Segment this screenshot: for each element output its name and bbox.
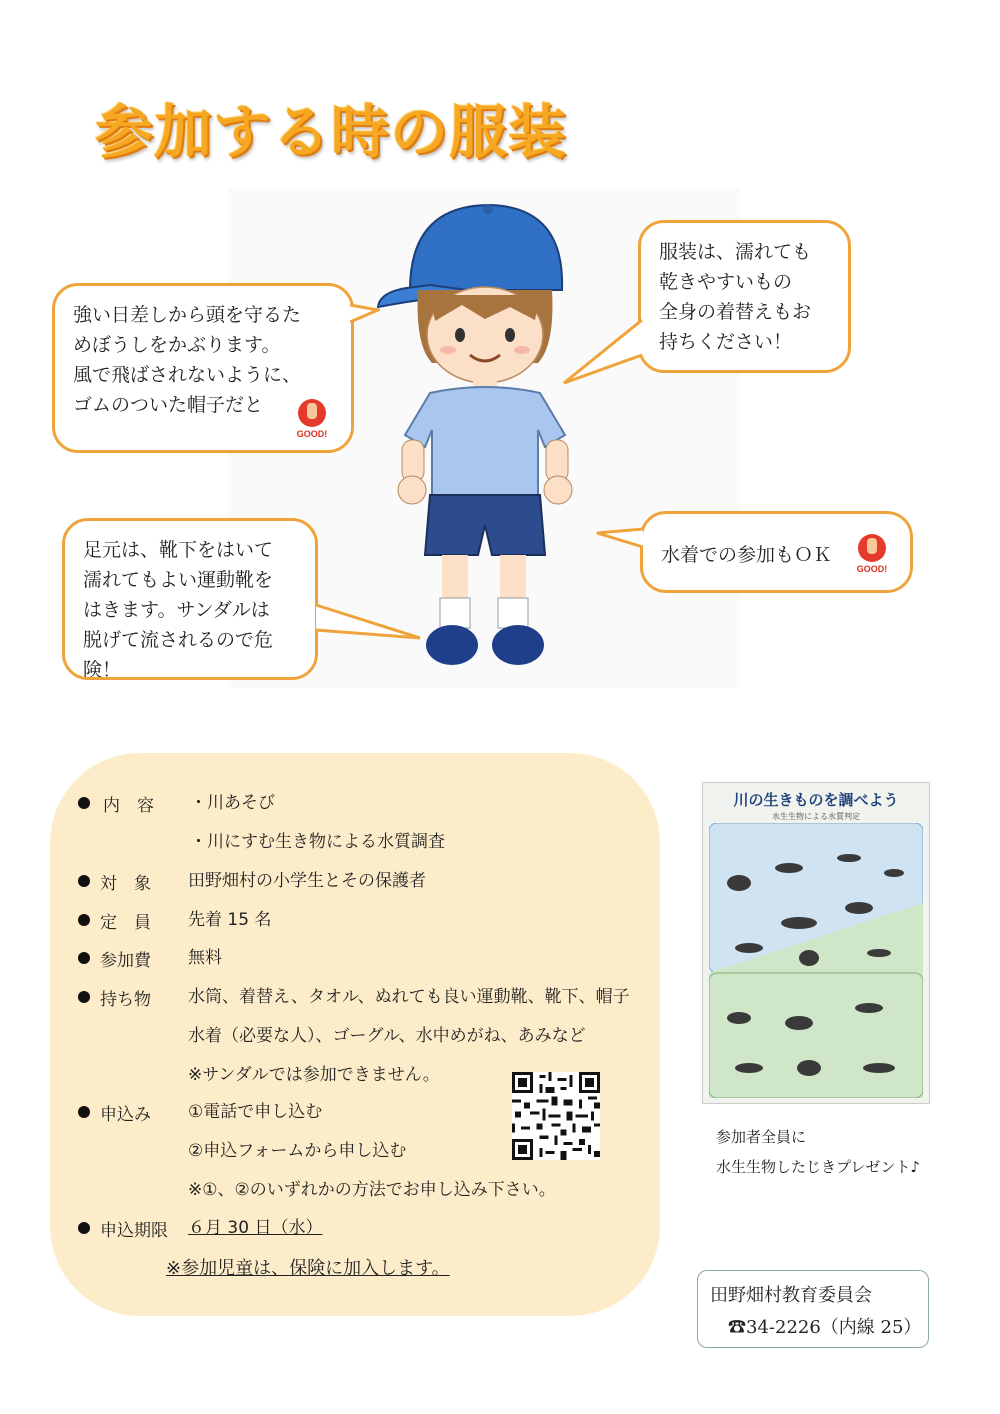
items-label: 持ち物 xyxy=(100,990,151,1010)
bubble-text-line: ゴムのついた帽子だと xyxy=(73,394,264,416)
bullet-icon xyxy=(78,991,90,1003)
bubble-text: 水着での参加もＯＫ xyxy=(661,544,833,566)
items-value: 水着（必要な人）、ゴーグル、水中めがね、あみなど xyxy=(188,1026,586,1046)
qr-code-icon[interactable] xyxy=(512,1072,600,1160)
bullet-icon xyxy=(78,1222,90,1234)
deadline-label: 申込期限 xyxy=(100,1221,168,1241)
bullet-icon xyxy=(78,914,90,926)
bubble-text-line: めぼうしをかぶります。 xyxy=(73,334,281,356)
bubble-text-line: はきます。サンダルは xyxy=(83,599,270,621)
items-value: 水筒、着替え、タオル、ぬれても良い運動靴、靴下、帽子 xyxy=(188,987,630,1007)
apply-note: ※①、②のいずれかの方法でお申し込み下さい。 xyxy=(188,1180,556,1200)
contact-box xyxy=(697,1270,929,1348)
bullet-icon xyxy=(78,875,90,887)
capacity-value: 先着 15 名 xyxy=(188,910,272,930)
bubble-text-line: 全身の着替えもお xyxy=(659,301,812,323)
bubble-text-line: 持ちください！ xyxy=(659,331,793,353)
good-badge-label: GOOD! xyxy=(856,564,888,574)
capacity-label: 定 員 xyxy=(100,913,151,933)
bullet-icon xyxy=(78,952,90,964)
good-badge-icon xyxy=(290,395,334,439)
deadline-value: ６月 30 日（水） xyxy=(188,1218,323,1238)
insurance-note: ※参加児童は、保険に加入します。 xyxy=(166,1258,450,1279)
phone-number[interactable]: ☎34-2226（内線 25） xyxy=(728,1317,922,1338)
page-title: 参加する時の服装 xyxy=(95,98,568,166)
fee-label: 参加費 xyxy=(100,951,151,971)
bubble-text-line: 風で飛ばされないように、 xyxy=(73,364,302,386)
bubble-text-line: 足元は、靴下をはいて xyxy=(83,539,274,561)
apply-method: ①電話で申し込む xyxy=(188,1102,323,1122)
bubble-text-line: 強い日差しから頭を守るた xyxy=(73,304,302,326)
good-badge-icon xyxy=(850,530,894,574)
bubble-tail xyxy=(595,525,645,555)
aquatic-life-poster-image xyxy=(702,782,930,1104)
apply-label: 申込み xyxy=(100,1105,151,1125)
bubble-text-line: 服装は、濡れても xyxy=(659,241,812,263)
bubble-text-line: 濡れてもよい運動靴を xyxy=(83,569,274,591)
good-badge-label: GOOD! xyxy=(296,429,328,439)
apply-method: ②申込フォームから申し込む xyxy=(188,1141,407,1161)
organization-name: 田野畑村教育委員会 xyxy=(710,1285,872,1306)
bubble-tail xyxy=(314,600,422,640)
bubble-tail xyxy=(562,315,644,385)
present-note xyxy=(716,1122,920,1182)
items-note: ※サンダルでは参加できません。 xyxy=(188,1065,440,1085)
target-label: 対 象 xyxy=(100,874,151,894)
present-line: 水生生物したじきプレゼント♪ xyxy=(716,1158,920,1176)
clothes-advice-bubble xyxy=(638,220,851,373)
poster-title: 川の生きものを調べよう xyxy=(733,791,899,809)
bubble-text-line: 険！ xyxy=(83,659,122,680)
poster-insect-illustrations xyxy=(709,823,923,1098)
bullet-icon xyxy=(78,1106,90,1118)
fee-value: 無料 xyxy=(188,948,222,968)
target-value: 田野畑村の小学生とその保護者 xyxy=(188,871,426,891)
bullet-icon xyxy=(78,797,90,809)
content-value: ・川あそび xyxy=(190,793,275,813)
content-value: ・川にすむ生き物による水質調査 xyxy=(190,832,445,852)
bubble-tail xyxy=(350,300,380,330)
poster-subtitle: 水生生物による水質判定 xyxy=(772,812,860,821)
bubble-text-line: 乾きやすいもの xyxy=(659,271,793,293)
present-line: 参加者全員に xyxy=(716,1128,807,1146)
content-label: 内 容 xyxy=(103,796,154,816)
bubble-text-line: 脱げて流されるので危 xyxy=(83,629,274,651)
shoes-advice-bubble xyxy=(62,518,318,680)
